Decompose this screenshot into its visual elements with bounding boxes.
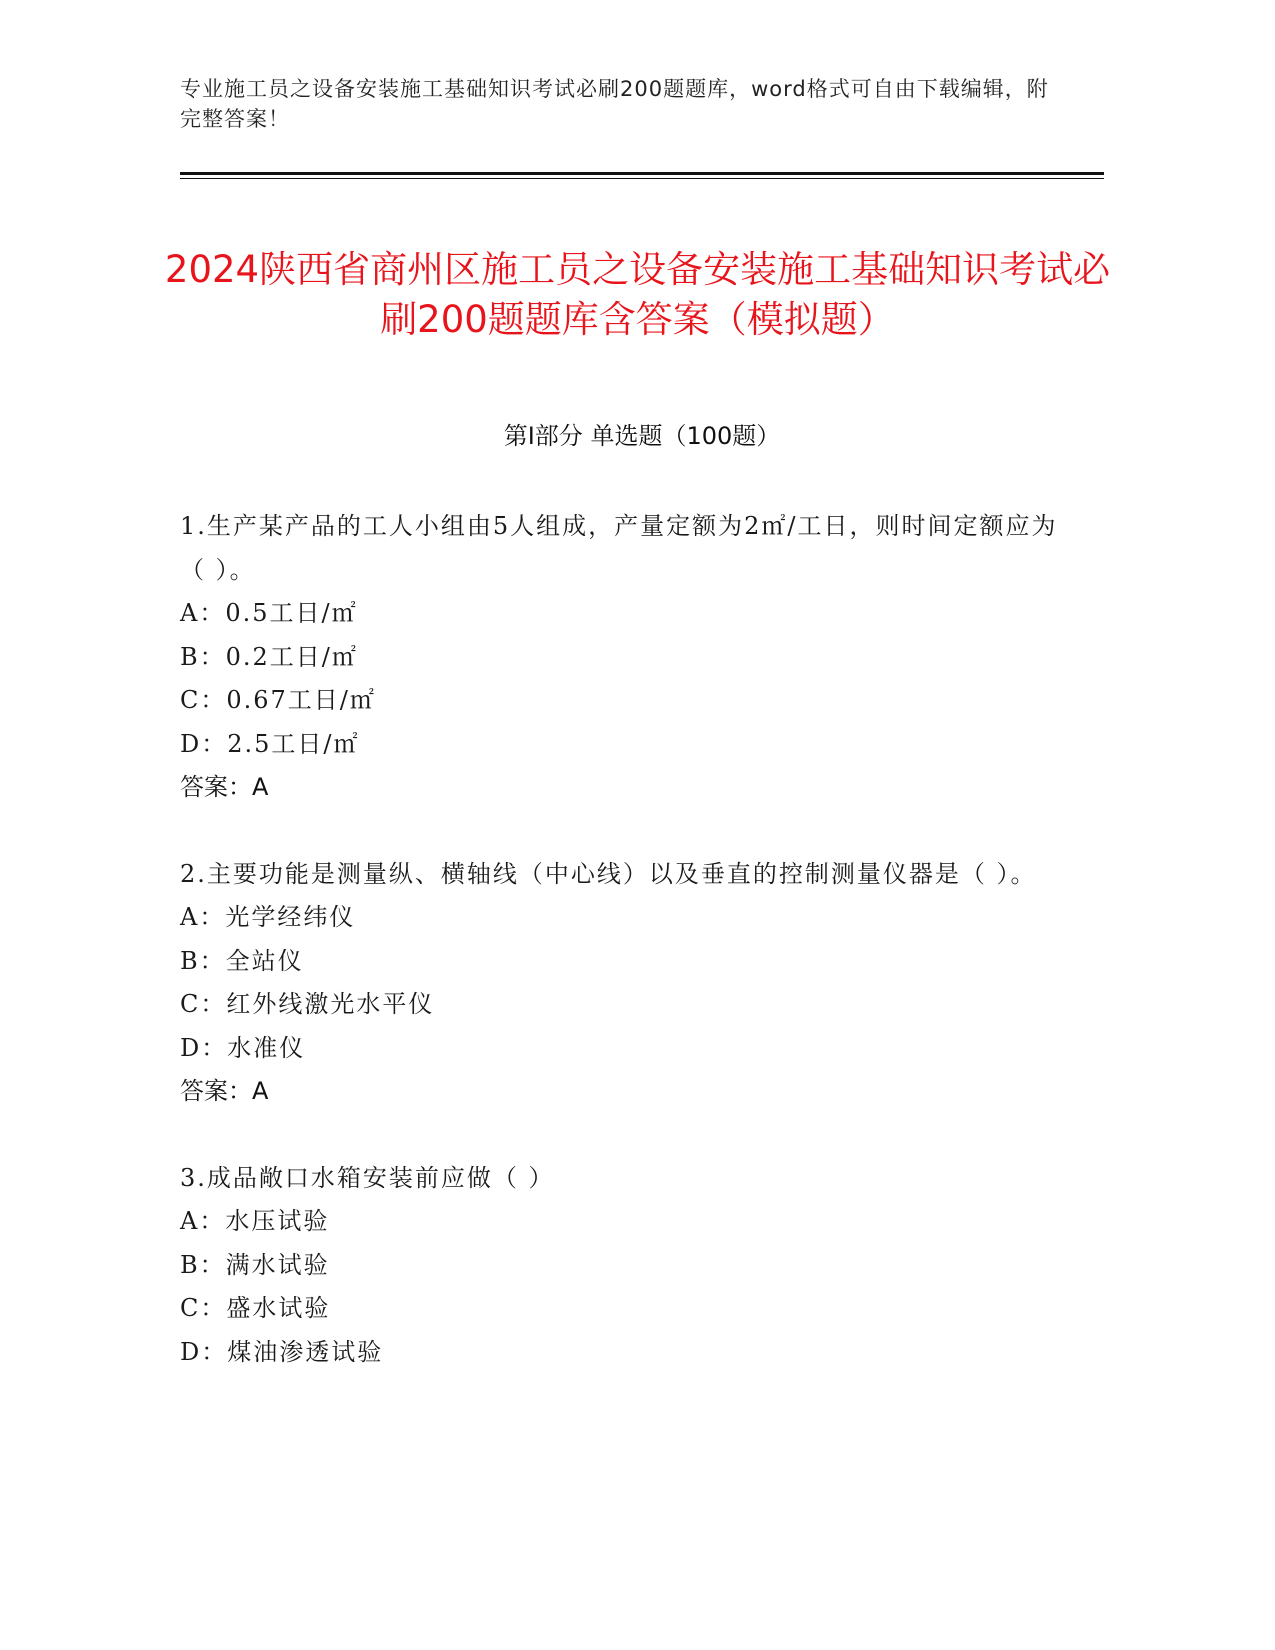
document-title: 2024陕西省商州区施工员之设备安装施工基础知识考试必刷200题题库含答案（模拟题）	[164, 247, 1111, 341]
question-list	[180, 505, 1060, 1417]
header-divider-thick	[180, 172, 1104, 175]
section-title: 第Ⅰ部分 单选题（100题）	[503, 422, 781, 450]
option-a: A：水压试验	[180, 1207, 330, 1235]
answer: 答案：A	[180, 773, 269, 801]
option-a: A：光学经纬仪	[180, 903, 356, 931]
option-a: A：0.5工日/㎡	[180, 599, 358, 627]
option-b: B：全站仪	[180, 946, 304, 975]
answer: 答案：A	[180, 1077, 269, 1105]
option-c: C：0.67工日/㎡	[180, 686, 376, 714]
header-note: 专业施工员之设备安装施工基础知识考试必刷200题题库，word格式可自由下载编辑，附完整答案！	[180, 77, 1049, 131]
option-c: C：红外线激光水平仪	[180, 990, 435, 1018]
question-stem: 3.成品敞口水箱安装前应做（ ）	[180, 1163, 555, 1192]
option-b: B：满水试验	[180, 1250, 330, 1279]
option-d: D：煤油渗透试验	[180, 1337, 384, 1366]
question-3	[180, 1157, 1060, 1375]
question-stem: 1.生产某产品的工人小组由5人组成，产量定额为2㎡/工日，则时间定额应为（ ）。	[180, 512, 1058, 584]
option-c: C：盛水试验	[180, 1294, 331, 1322]
option-b: B：0.2工日/㎡	[180, 642, 358, 671]
question-1	[180, 505, 1060, 810]
option-d: D：水准仪	[180, 1033, 306, 1062]
option-d: D：2.5工日/㎡	[180, 729, 360, 758]
header-divider-thin	[180, 178, 1104, 179]
question-2	[180, 853, 1060, 1114]
question-stem: 2.主要功能是测量纵、横轴线（中心线）以及垂直的控制测量仪器是（ ）。	[180, 859, 1037, 888]
